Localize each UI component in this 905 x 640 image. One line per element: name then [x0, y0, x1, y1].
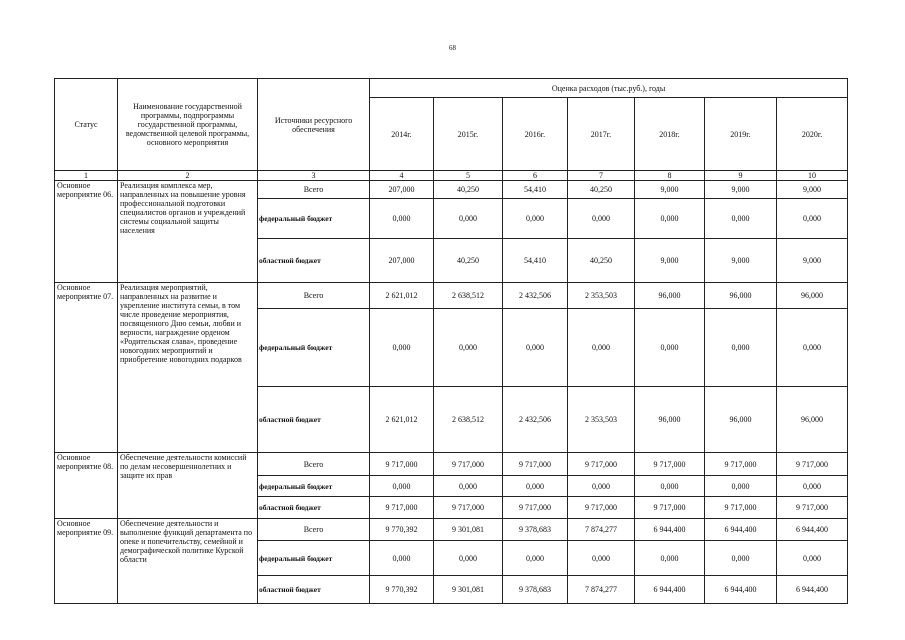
value-cell: 40,250 — [434, 239, 503, 283]
value-cell: 9 378,683 — [503, 576, 568, 604]
value-cell: 96,000 — [777, 283, 848, 309]
value-cell: 9 717,000 — [568, 453, 635, 476]
value-cell: 0,000 — [705, 476, 777, 497]
value-cell: 2 638,512 — [434, 283, 503, 309]
status-cell: Основное мероприятие 07. — [55, 283, 118, 453]
page-number: 68 — [449, 44, 456, 52]
value-cell: 0,000 — [635, 309, 705, 387]
value-cell: 54,410 — [503, 239, 568, 283]
value-cell: 6 944,400 — [635, 519, 705, 541]
source-cell: федеральный бюджет — [258, 476, 370, 497]
value-cell: 9,000 — [705, 181, 777, 199]
column-number: 6 — [503, 171, 568, 181]
value-cell: 9,000 — [777, 181, 848, 199]
column-number: 7 — [568, 171, 635, 181]
value-cell: 0,000 — [568, 199, 635, 239]
value-cell: 96,000 — [705, 283, 777, 309]
value-cell: 96,000 — [705, 387, 777, 453]
value-cell: 0,000 — [705, 199, 777, 239]
table-row — [55, 453, 848, 476]
value-cell: 0,000 — [434, 309, 503, 387]
value-cell: 9,000 — [635, 181, 705, 199]
value-cell: 2 621,012 — [370, 283, 434, 309]
value-cell: 0,000 — [568, 309, 635, 387]
value-cell: 6 944,400 — [705, 519, 777, 541]
source-cell: федеральный бюджет — [258, 541, 370, 576]
header-year: 2017г. — [568, 98, 635, 171]
source-cell: Всего — [258, 453, 370, 476]
value-cell: 0,000 — [705, 541, 777, 576]
value-cell: 2 353,503 — [568, 387, 635, 453]
measure-name-cell: Реализация комплекса мер, направленных на повышение уровня профессиональной подготовки специалистов органов и учреждений системы социальной защиты населения — [118, 181, 258, 283]
header-costs: Оценка расходов (тыс.руб.), годы — [370, 79, 848, 98]
source-cell: федеральный бюджет — [258, 199, 370, 239]
value-cell: 9 717,000 — [370, 453, 434, 476]
value-cell: 9 717,000 — [434, 497, 503, 519]
measure-name-cell: Обеспечение деятельности комиссий по делам несовершеннолетних и защите их прав — [118, 453, 258, 519]
value-cell: 9 717,000 — [568, 497, 635, 519]
source-cell: областной бюджет — [258, 239, 370, 283]
value-cell: 9 717,000 — [635, 453, 705, 476]
column-number: 5 — [434, 171, 503, 181]
column-number: 3 — [258, 171, 370, 181]
value-cell: 9 717,000 — [705, 453, 777, 476]
value-cell: 0,000 — [434, 199, 503, 239]
value-cell: 9 717,000 — [635, 497, 705, 519]
source-cell: Всего — [258, 519, 370, 541]
value-cell: 0,000 — [635, 476, 705, 497]
value-cell: 0,000 — [370, 309, 434, 387]
value-cell: 0,000 — [777, 541, 848, 576]
value-cell: 9 301,081 — [434, 519, 503, 541]
value-cell: 9 301,081 — [434, 576, 503, 604]
header-status: Статус — [55, 79, 118, 171]
value-cell: 2 432,506 — [503, 283, 568, 309]
value-cell: 7 874,277 — [568, 519, 635, 541]
column-number: 10 — [777, 171, 848, 181]
value-cell: 0,000 — [705, 309, 777, 387]
measure-name-cell: Реализация мероприятий, направленных на развитие и укрепление института семьи, в том числе проведение мероприятия, посвященного Дню семьи, любви и верности, награждение орденом «Родительская слава», проведение новогодних мероприятий и приобретение новогодних подарков — [118, 283, 258, 453]
value-cell: 9 717,000 — [370, 497, 434, 519]
value-cell: 40,250 — [434, 181, 503, 199]
column-number: 1 — [55, 171, 118, 181]
status-cell: Основное мероприятие 06. — [55, 181, 118, 283]
value-cell: 207,000 — [370, 239, 434, 283]
value-cell: 0,000 — [777, 476, 848, 497]
value-cell: 40,250 — [568, 239, 635, 283]
status-cell: Основное мероприятие 08. — [55, 453, 118, 519]
column-number: 9 — [705, 171, 777, 181]
source-cell: федеральный бюджет — [258, 309, 370, 387]
value-cell: 9 717,000 — [705, 497, 777, 519]
column-number: 8 — [635, 171, 705, 181]
source-cell: Всего — [258, 181, 370, 199]
value-cell: 0,000 — [568, 541, 635, 576]
value-cell: 9 717,000 — [777, 497, 848, 519]
value-cell: 9,000 — [705, 239, 777, 283]
value-cell: 0,000 — [635, 199, 705, 239]
header-year: 2018г. — [635, 98, 705, 171]
source-cell: областной бюджет — [258, 497, 370, 519]
table-row — [55, 181, 848, 199]
value-cell: 7 874,277 — [568, 576, 635, 604]
value-cell: 2 432,506 — [503, 387, 568, 453]
header-year: 2016г. — [503, 98, 568, 171]
value-cell: 0,000 — [568, 476, 635, 497]
value-cell: 0,000 — [635, 541, 705, 576]
value-cell: 2 353,503 — [568, 283, 635, 309]
value-cell: 207,000 — [370, 181, 434, 199]
value-cell: 6 944,400 — [777, 576, 848, 604]
value-cell: 9,000 — [777, 239, 848, 283]
value-cell: 96,000 — [635, 283, 705, 309]
value-cell: 9 770,392 — [370, 519, 434, 541]
value-cell: 2 638,512 — [434, 387, 503, 453]
header-year: 2014г. — [370, 98, 434, 171]
budget-table — [54, 78, 848, 604]
value-cell: 0,000 — [503, 309, 568, 387]
header-year: 2020г. — [777, 98, 848, 171]
value-cell: 9 378,683 — [503, 519, 568, 541]
value-cell: 6 944,400 — [777, 519, 848, 541]
header-year: 2015г. — [434, 98, 503, 171]
value-cell: 9 717,000 — [503, 497, 568, 519]
value-cell: 96,000 — [777, 387, 848, 453]
value-cell: 0,000 — [434, 541, 503, 576]
table-row — [55, 283, 848, 309]
header-year: 2019г. — [705, 98, 777, 171]
value-cell: 0,000 — [503, 476, 568, 497]
column-number: 2 — [118, 171, 258, 181]
source-cell: областной бюджет — [258, 387, 370, 453]
value-cell: 9 717,000 — [503, 453, 568, 476]
value-cell: 0,000 — [370, 199, 434, 239]
value-cell: 9 770,392 — [370, 576, 434, 604]
table-row — [55, 519, 848, 541]
status-cell: Основное мероприятие 09. — [55, 519, 118, 604]
value-cell: 0,000 — [777, 309, 848, 387]
value-cell: 96,000 — [635, 387, 705, 453]
source-cell: Всего — [258, 283, 370, 309]
measure-name-cell: Обеспечение деятельности и выполнение функций департамента по опеке и попечительству, семейной и демографической политике Курской области — [118, 519, 258, 604]
value-cell: 0,000 — [370, 541, 434, 576]
column-number: 4 — [370, 171, 434, 181]
value-cell: 0,000 — [503, 199, 568, 239]
value-cell: 6 944,400 — [635, 576, 705, 604]
value-cell: 9 717,000 — [434, 453, 503, 476]
value-cell: 9,000 — [635, 239, 705, 283]
value-cell: 0,000 — [777, 199, 848, 239]
value-cell: 2 621,012 — [370, 387, 434, 453]
value-cell: 54,410 — [503, 181, 568, 199]
value-cell: 0,000 — [370, 476, 434, 497]
header-name: Наименование государственной программы, подпрограммы государственной программы, ведомственной целевой программы, основного мероприятия — [118, 79, 258, 171]
value-cell: 0,000 — [434, 476, 503, 497]
value-cell: 6 944,400 — [705, 576, 777, 604]
value-cell: 0,000 — [503, 541, 568, 576]
source-cell: областной бюджет — [258, 576, 370, 604]
value-cell: 9 717,000 — [777, 453, 848, 476]
header-sources: Источники ресурсного обеспечения — [258, 79, 370, 171]
value-cell: 40,250 — [568, 181, 635, 199]
